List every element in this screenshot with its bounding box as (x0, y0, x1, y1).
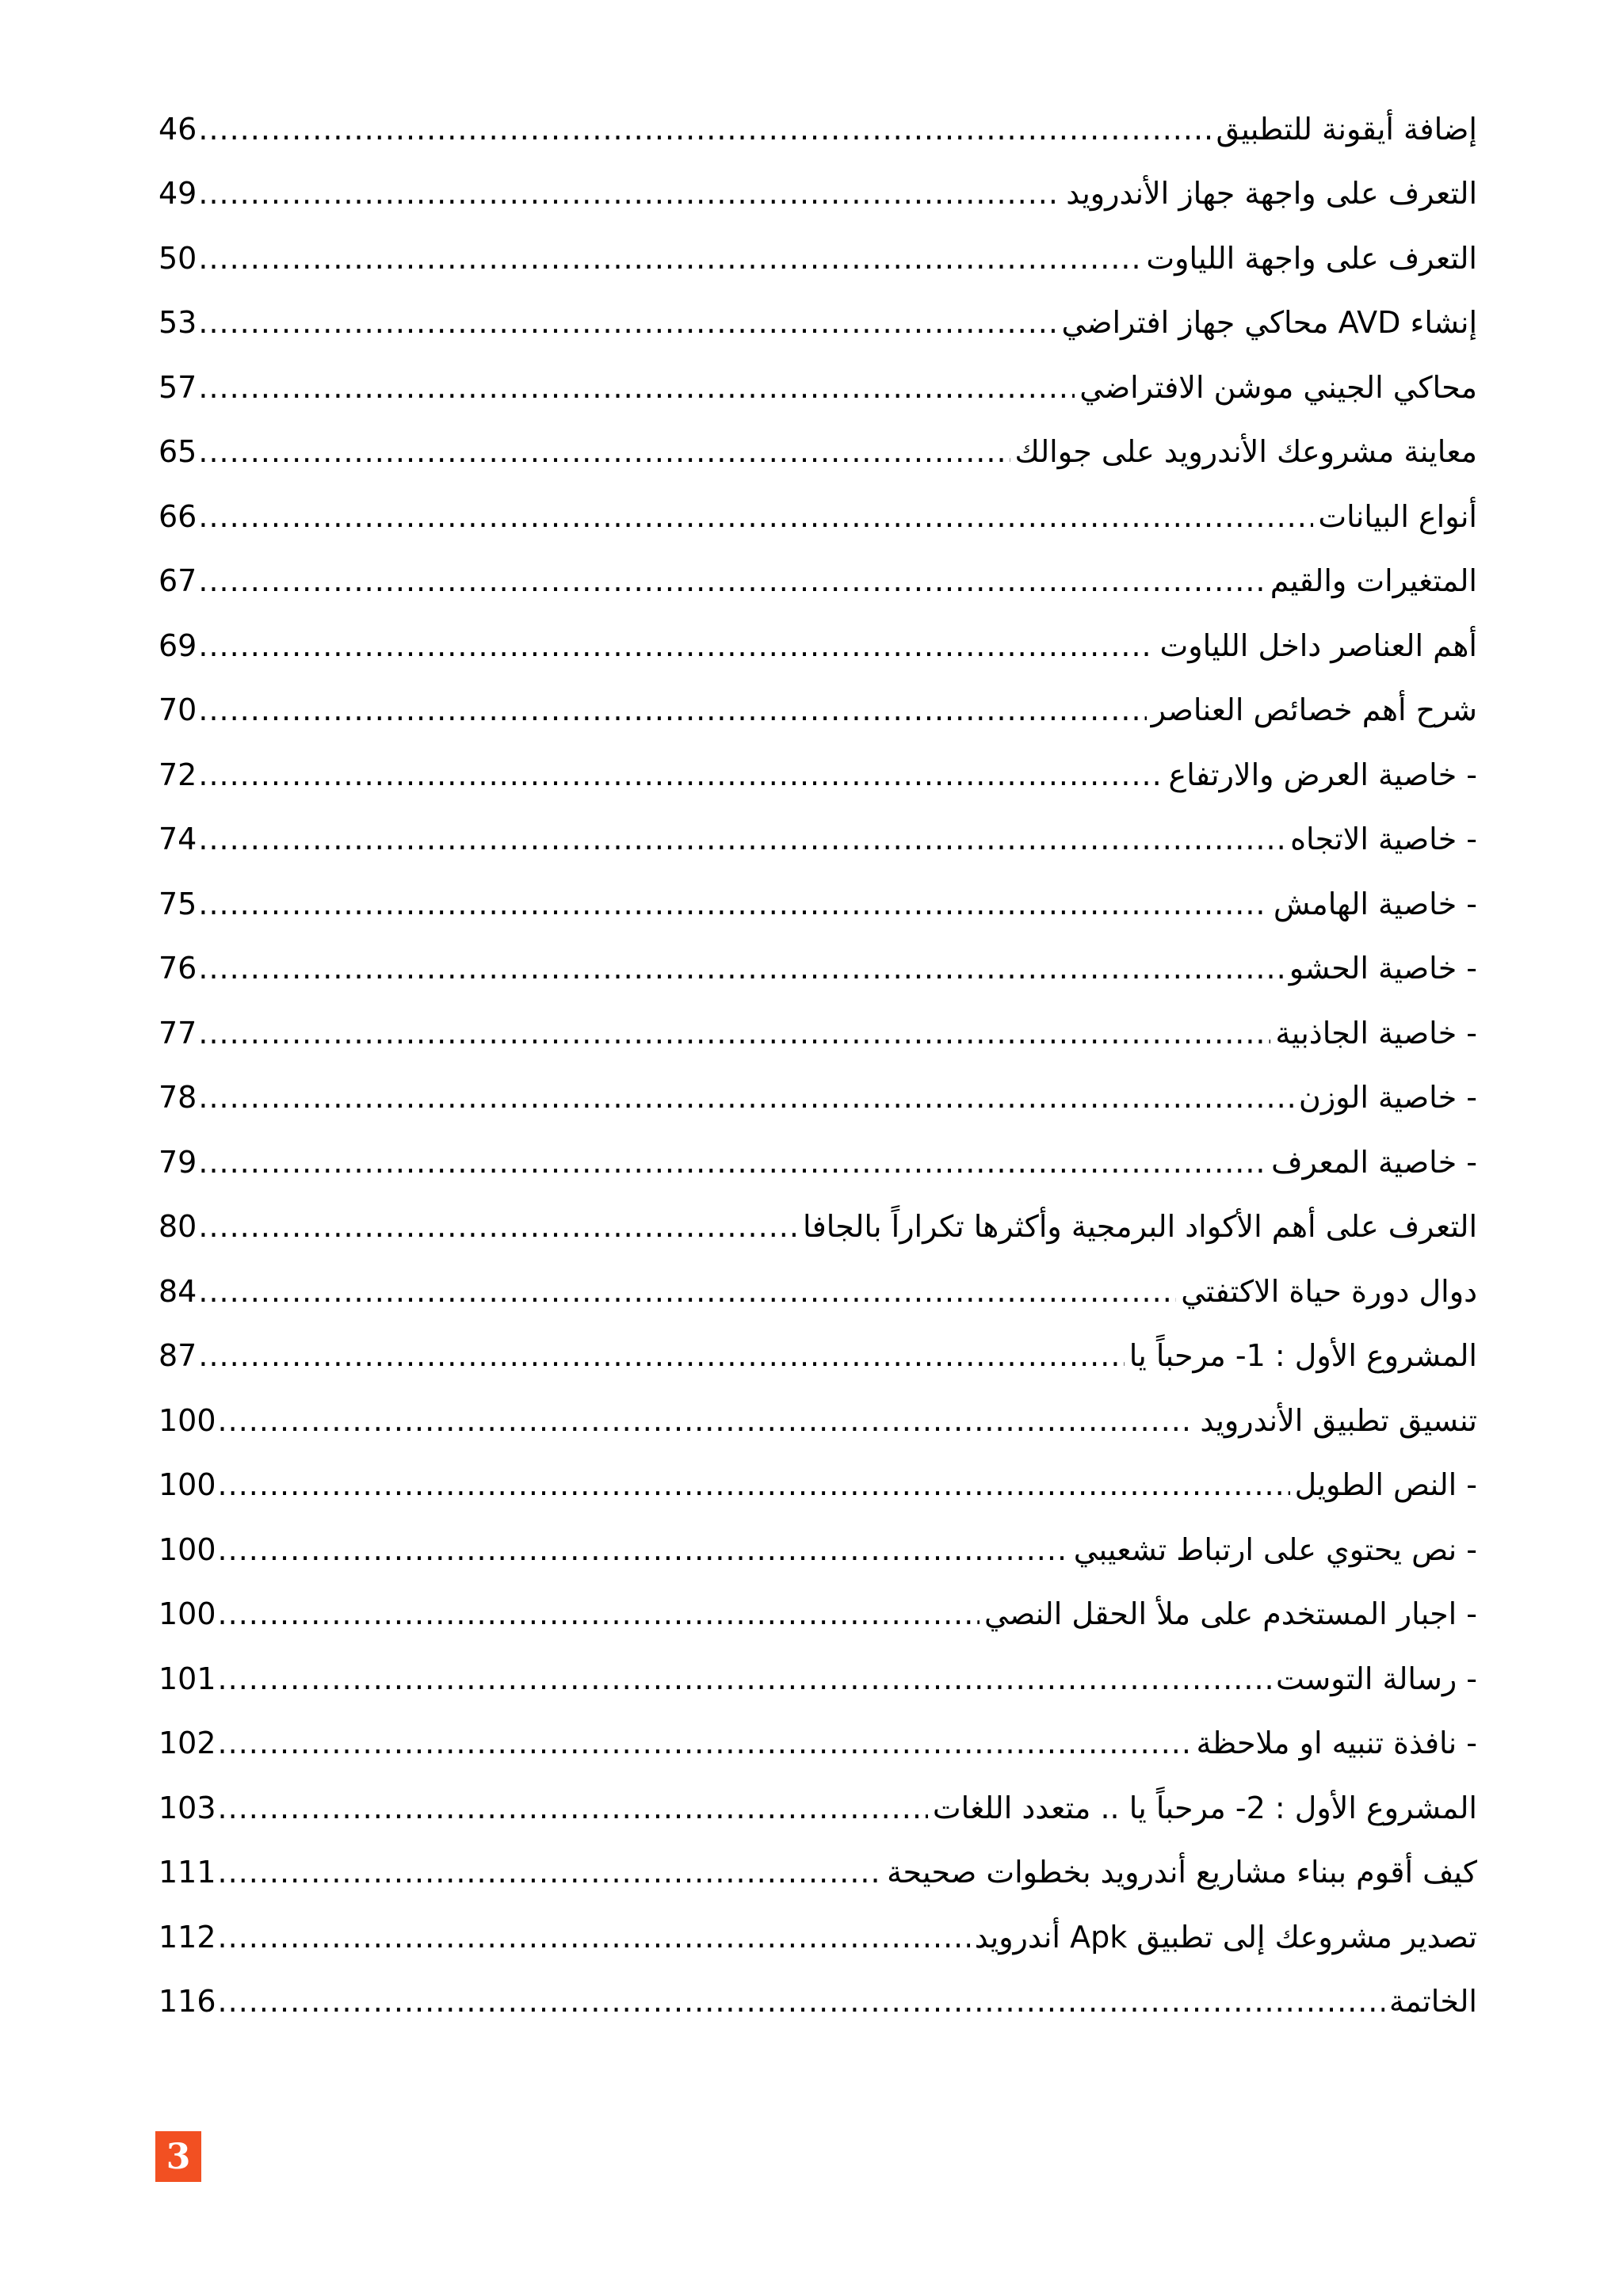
toc-page-number: 111 (158, 1855, 216, 1890)
toc-entry[interactable] (158, 1517, 1477, 1582)
toc-page-number: 103 (158, 1790, 216, 1825)
toc-entry[interactable] (158, 226, 1477, 291)
toc-title: - خاصية الوزن (1298, 1080, 1477, 1116)
toc-entry[interactable] (158, 678, 1477, 743)
toc-leader-dots (198, 372, 1075, 402)
toc-title: - نص يحتوي على ارتباط تشعيبي (1073, 1531, 1477, 1567)
toc-leader-dots (198, 502, 1313, 532)
toc-page-number: 53 (158, 305, 197, 341)
toc-page-number: 112 (158, 1919, 216, 1955)
toc-title: - خاصية الحشو (1289, 951, 1477, 986)
toc-page-number: 100 (158, 1596, 216, 1632)
page-number-badge: 3 (155, 2131, 201, 2182)
toc-title: - نافذة تنبيه او ملاحظة (1196, 1726, 1477, 1761)
toc-title: التعرف على واجهة اللياوت (1146, 240, 1477, 276)
toc-entry[interactable] (158, 1711, 1477, 1776)
toc-page-number: 74 (158, 822, 197, 857)
toc-title: معاينة مشروعك الأندرويد على جوالك (1014, 434, 1477, 470)
toc-leader-dots (218, 1922, 970, 1952)
toc-page-number: 72 (158, 757, 197, 792)
toc-title: دوال دورة حياة الاكتفتي (1181, 1273, 1477, 1309)
toc-page-number: 49 (158, 176, 197, 212)
toc-title: المشروع الأول : 2- مرحباً يا .. متعدد اللغات (932, 1790, 1477, 1825)
toc-title: شرح أهم خصائص العناصر (1151, 692, 1477, 728)
toc-page-number: 116 (158, 1984, 216, 2019)
toc-leader-dots (198, 631, 1155, 661)
toc-page-number: 84 (158, 1273, 197, 1309)
toc-page-number: 100 (158, 1402, 216, 1438)
toc-leader-dots (218, 1470, 1290, 1500)
table-of-contents (158, 97, 1477, 2034)
toc-leader-dots (198, 566, 1265, 596)
toc-title: الخاتمة (1388, 1984, 1477, 2019)
toc-title: - خاصية العرض والارتفاع (1168, 757, 1477, 792)
toc-entry[interactable] (158, 1259, 1477, 1324)
toc-leader-dots (218, 1793, 928, 1823)
toc-entry[interactable] (158, 1195, 1477, 1260)
toc-leader-dots (198, 114, 1211, 144)
toc-leader-dots (198, 1211, 798, 1241)
toc-title: إضافة أيقونة للتطبيق (1216, 111, 1477, 147)
toc-entry[interactable] (158, 1840, 1477, 1905)
toc-entry[interactable] (158, 291, 1477, 356)
toc-title: - رسالة التوست (1276, 1661, 1477, 1696)
toc-leader-dots (218, 1857, 883, 1887)
toc-entry[interactable] (158, 1066, 1477, 1131)
toc-page-number: 100 (158, 1467, 216, 1503)
toc-leader-dots (198, 1341, 1124, 1371)
toc-entry[interactable] (158, 355, 1477, 420)
toc-entry[interactable] (158, 871, 1477, 936)
toc-leader-dots (218, 1986, 1384, 2016)
toc-entry[interactable] (158, 1324, 1477, 1389)
toc-page-number: 87 (158, 1338, 197, 1374)
toc-entry[interactable] (158, 1582, 1477, 1647)
toc-leader-dots (198, 307, 1056, 338)
toc-leader-dots (218, 1405, 1196, 1436)
toc-entry[interactable] (158, 484, 1477, 549)
toc-leader-dots (198, 953, 1284, 983)
toc-title: محاكي الجيني موشن الافتراضي (1079, 369, 1477, 405)
toc-entry[interactable] (158, 613, 1477, 678)
toc-title: التعرف على واجهة جهاز الأندرويد (1066, 176, 1477, 212)
toc-title: أهم العناصر داخل اللياوت (1159, 627, 1477, 663)
toc-title: - خاصية المعرف (1271, 1144, 1477, 1180)
toc-page-number: 65 (158, 434, 197, 470)
toc-entry[interactable] (158, 1905, 1477, 1970)
toc-entry[interactable] (158, 936, 1477, 1001)
toc-title: - خاصية الاتجاه (1290, 822, 1477, 857)
toc-page-number: 78 (158, 1080, 197, 1116)
toc-title: تنسيق تطبيق الأندرويد (1200, 1402, 1477, 1438)
toc-leader-dots (198, 1082, 1294, 1112)
toc-title: - النص الطويل (1294, 1467, 1477, 1503)
toc-leader-dots (198, 889, 1269, 919)
toc-leader-dots (218, 1599, 980, 1629)
toc-title: إنشاء AVD محاكي جهاز افتراضي (1061, 305, 1477, 341)
toc-title: تصدير مشروعك إلى تطبيق Apk أندرويد (974, 1919, 1477, 1955)
toc-entry[interactable] (158, 1001, 1477, 1066)
toc-entry[interactable] (158, 1970, 1477, 2035)
toc-entry[interactable] (158, 97, 1477, 162)
toc-leader-dots (218, 1664, 1271, 1694)
toc-entry[interactable] (158, 742, 1477, 807)
toc-title: أنواع البيانات (1318, 498, 1477, 534)
toc-page-number: 75 (158, 886, 197, 921)
toc-entry[interactable] (158, 420, 1477, 485)
toc-entry[interactable] (158, 1646, 1477, 1711)
toc-leader-dots (198, 1147, 1266, 1177)
toc-page-number: 50 (158, 240, 197, 276)
toc-title: التعرف على أهم الأكواد البرمجية وأكثرها تكراراً بالجافا (802, 1209, 1477, 1245)
toc-entry[interactable] (158, 807, 1477, 872)
toc-page-number: 70 (158, 692, 197, 728)
toc-page-number: 46 (158, 111, 197, 147)
toc-page-number: 76 (158, 951, 197, 986)
toc-leader-dots (198, 178, 1061, 208)
toc-leader-dots (198, 695, 1146, 725)
toc-leader-dots (198, 824, 1285, 854)
toc-leader-dots (198, 437, 1010, 467)
toc-leader-dots (198, 1276, 1176, 1306)
toc-leader-dots (218, 1728, 1192, 1758)
toc-title: - خاصية الهامش (1273, 886, 1477, 921)
toc-page-number: 69 (158, 627, 197, 663)
toc-page-number: 79 (158, 1144, 197, 1180)
toc-entry[interactable] (158, 1388, 1477, 1453)
toc-leader-dots (198, 760, 1163, 790)
toc-page-number: 80 (158, 1209, 197, 1245)
toc-entry[interactable] (158, 162, 1477, 227)
toc-leader-dots (198, 1018, 1270, 1048)
toc-title: المشروع الأول : 1- مرحباً يا (1128, 1338, 1477, 1374)
toc-page-number: 100 (158, 1531, 216, 1567)
toc-entry[interactable] (158, 1453, 1477, 1518)
toc-title: المتغيرات والقيم (1270, 563, 1477, 599)
toc-title: كيف أقوم ببناء مشاريع أندرويد بخطوات صحيحة (887, 1855, 1477, 1890)
toc-entry[interactable] (158, 1130, 1477, 1195)
toc-title: - خاصية الجاذبية (1275, 1015, 1477, 1051)
toc-leader-dots (198, 243, 1141, 273)
toc-entry[interactable] (158, 549, 1477, 614)
toc-page-number: 67 (158, 563, 197, 599)
toc-title: - اجبار المستخدم على ملأ الحقل النصي (984, 1596, 1477, 1632)
toc-page-number: 77 (158, 1015, 197, 1051)
toc-page-number: 66 (158, 498, 197, 534)
toc-leader-dots (218, 1535, 1069, 1565)
toc-entry[interactable] (158, 1775, 1477, 1840)
toc-page-number: 101 (158, 1661, 216, 1696)
toc-page-number: 102 (158, 1726, 216, 1761)
toc-page-number: 57 (158, 369, 197, 405)
